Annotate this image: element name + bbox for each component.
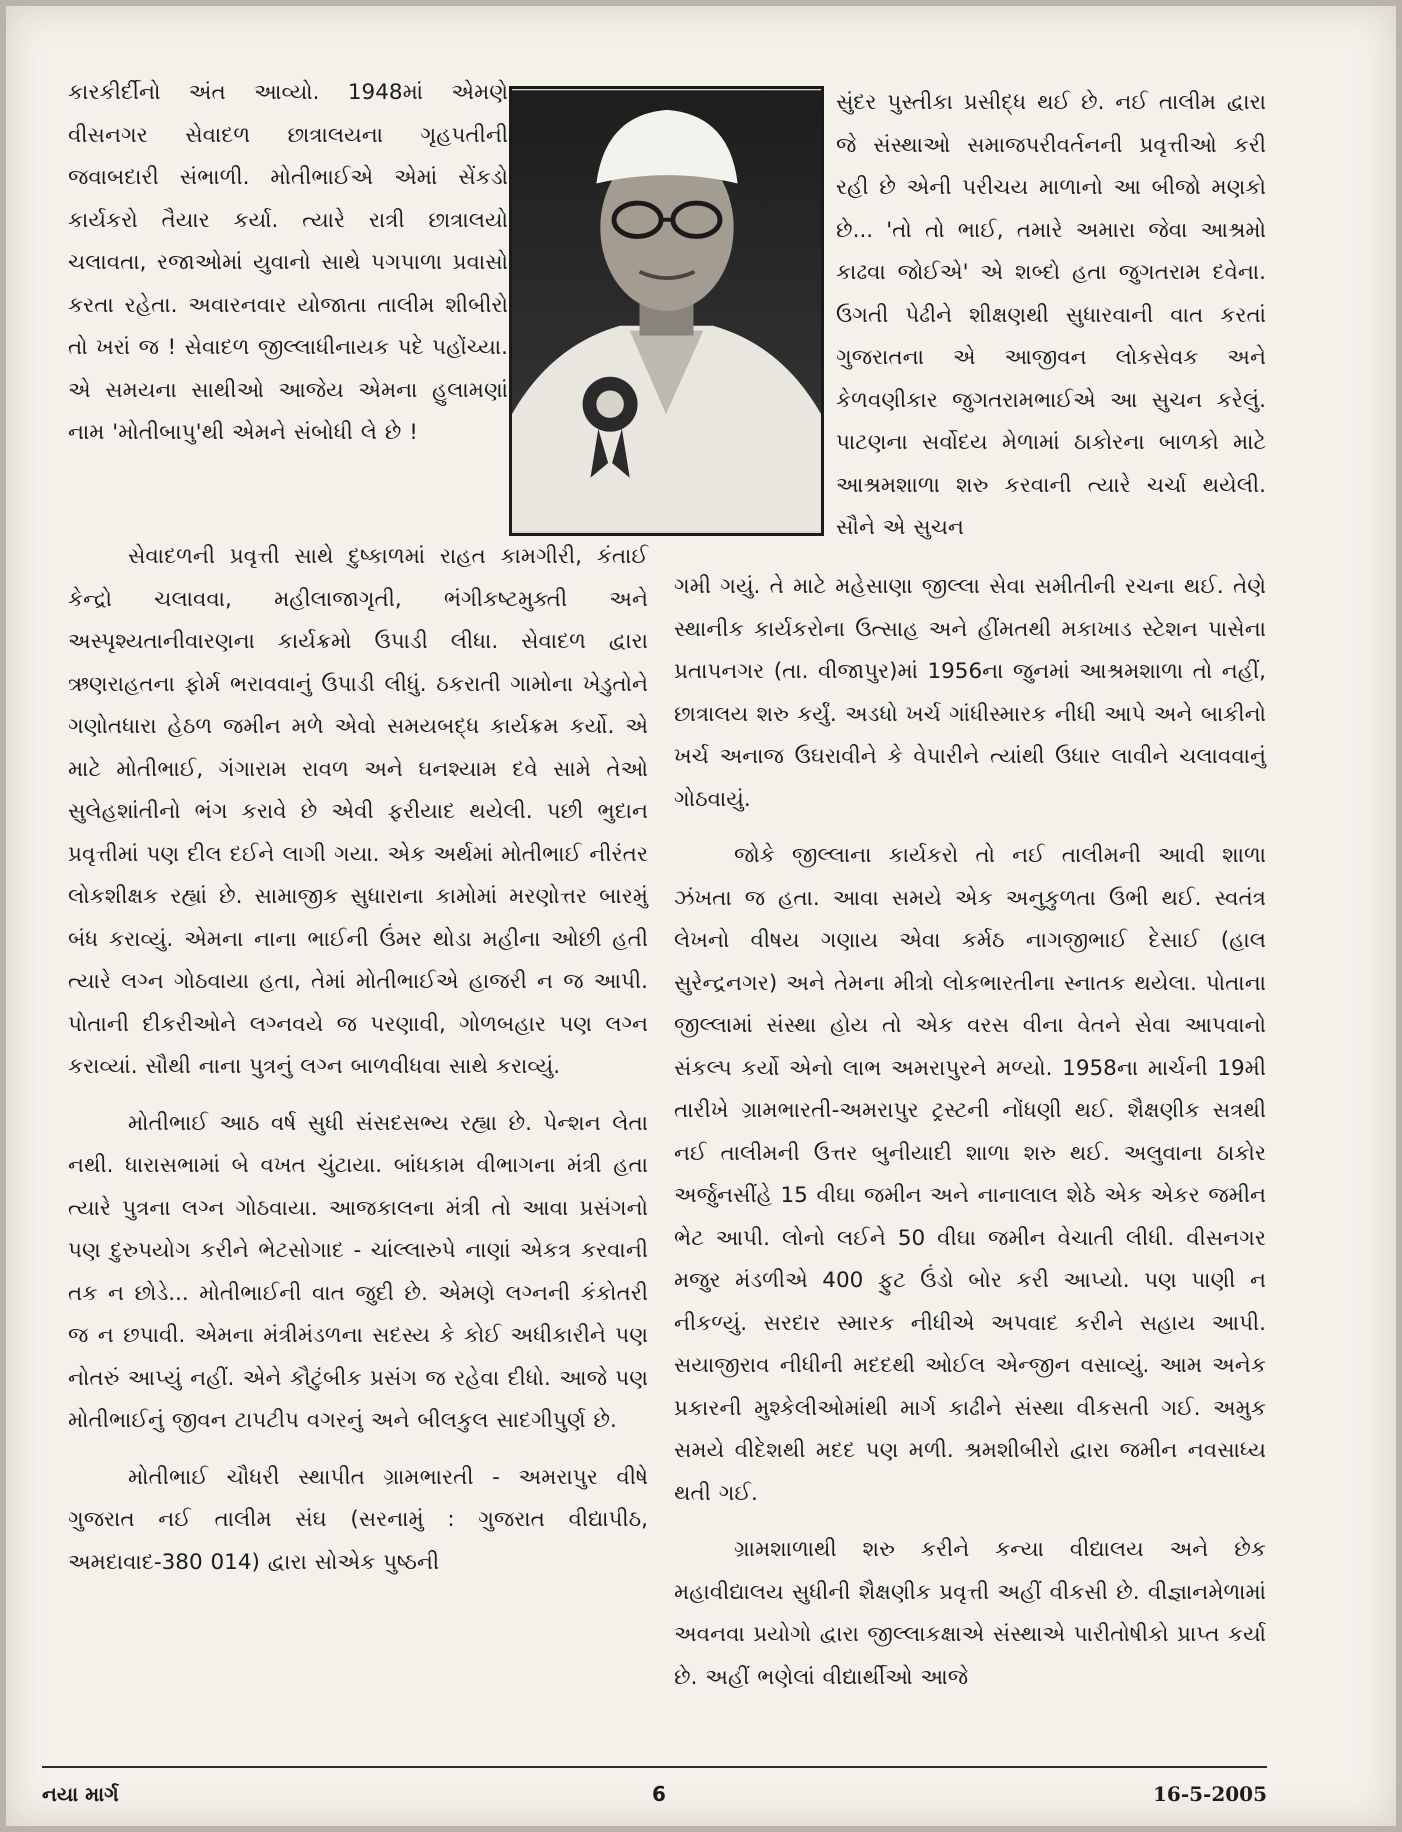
issue-date: 16-5-2005 [1152,1782,1267,1806]
left-paragraph-3 [68,1457,648,1585]
right-paragraph-2 [674,835,1266,1515]
right-paragraph-2-text: જોકે જીલ્લાના કાર્યકરો તો નઈ તાલીમની આવી શાળા ઝંખતા જ હતા. આવા સમયે એક અનુકુળતા ઉભી થઈ. સ્વતંત્ર લેખનો વીષય ગણાય એવા કર્મઠ નાગજીભાઈ દેસાઈ (હાલ સુરેન્દ્રનગર) અને તેમના મીત્રો લોકભારતીના સ્નાતક થયેલા. પોતાના જીલ્લામાં સંસ્થા હોય તો એક વરસ વીના વેતને સેવા આપવાનો સંકલ્પ કર્યો એનો લાભ અમરાપુરને મળ્યો. 1958ના માર્ચની 19મી તારીખે ગ્રામભારતી-અમરાપુર ટ્રસ્ટની નોંધણી થઈ. શૈક્ષણીક સત્રથી નઈ તાલીમની ઉત્તર બુનીયાદી શાળા શરુ થઈ. અલુવાના ઠાકોર અર્જુનસીંહે 15 વીઘા જમીન અને નાનાલાલ શેઠે એક એકર જમીન ભેટ આપી. લોનો લઈને 50 વીઘા જમીન વેચાતી લીધી. વીસનગર મજુર મંડળીએ 400 ફુટ ઉંડો બોર કરી આપ્યો. પણ પાણી ન નીકળ્યું. સરદાર સ્મારક નીધીએ અપવાદ કરીને સહાય આપી. સયાજીરાવ નીધીની મદદથી ઓઈલ એન્જીન વસાવ્યું. આમ અનેક પ્રકારની મુશ્કેલીઓમાંથી માર્ગ કાઢીને સંસ્થા વીકસતી ગઈ. અમુક સમયે વીદેશથી મદદ પણ મળી. શ્રમશીબીરો દ્વારા જમીન નવસાધ્ય થતી ગઈ. [674,843,1266,1506]
left-paragraph-1-text: સેવાદળની પ્રવૃત્તી સાથે દુષ્કાળમાં રાહત કામગીરી, કંતાઈ કેન્દ્રો ચલાવવા, મહીલાજાગૃતી, ભંગીકષ્ટમુક્તી અને અસ્પૃશ્યતાનીવારણના કાર્યક્રમો ઉપાડી લીધા. સેવાદળ દ્વારા ઋણરાહતના ફોર્મ ભરાવવાનું ઉપાડી લીધું. ઠકરાતી ગામોના ખેડુતોને ગણોતધારા હેઠળ જમીન મળે એવો સમયબદ્ધ કાર્યક્રમ કર્યો. એ માટે મોતીભાઈ, ગંગારામ રાવળ અને ઘનશ્યામ દવે સામે તેઓ સુલેહશાંતીનો ભંગ કરાવે છે એવી ફરીયાદ થયેલી. પછી ભુદાન પ્રવૃત્તીમાં પણ દીલ દઈને લાગી ગયા. એક અર્થમાં મોતીભાઈ નીરંતર લોકશીક્ષક રહ્યાં છે. સામાજીક સુધારાના કામોમાં મરણોત્તર બારમું બંધ કરાવ્યું. એમના નાના ભાઈની ઉંમર થોડા મહીના ઓછી હતી ત્યારે લગ્ન ગોઠવાયા હતા, તેમાં મોતીભાઈએ હાજરી ન જ આપી. પોતાની દીકરીઓને લગ્નવયે જ પરણાવી, ગોળબહાર પણ લગ્ન કરાવ્યાં. સૌથી નાના પુત્રનું લગ્ન બાળવીધવા સાથે કરાવ્યું. [68,544,648,1079]
page-number: 6 [652,1782,666,1806]
publication-name: નયા માર્ગ [42,1782,119,1806]
article-left-top-text: કારકીર્દીનો અંત આવ્યો. 1948માં એમણે વીસનગર સેવાદળ છાત્રાલયના ગૃહપતીની જવાબદારી સંભાળી. મોતીભાઈએ એમાં સેંકડો કાર્યકરો તૈયાર કર્યા. ત્યારે રાત્રી છાત્રાલયો ચલાવતા, રજાઓમાં યુવાનો સાથે પગપાળા પ્રવાસો કરતા રહેતા. અવારનવાર યોજાતા તાલીમ શીબીરો તો ખરાં જ ! સેવાદળ જીલ્લાધીનાયક પદે પહોંચ્યા. એ સમયના સાથીઓ આજેય એમના હુલામણાં નામ 'મોતીબાપુ'થી એમને સંબોધી લે છે ! [68,80,508,445]
left-paragraph-3-text: મોતીભાઈ ચૌધરી સ્થાપીત ગ્રામભારતી - અમરાપુર વીષે ગુજરાત નઈ તાલીમ સંઘ (સરનામું : ગુજરાત વીદ્યાપીઠ, અમદાવાદ-380 014) દ્વારા સોએક પુષ્ઠની [68,1464,648,1575]
article-right-column [674,566,1266,1699]
right-paragraph-1 [674,566,1266,821]
portrait-illustration [512,89,821,533]
article-right-top-text: સુંદર પુસ્તીકા પ્રસીદ્ધ થઈ છે. નઈ તાલીમ દ્વારા જે સંસ્થાઓ સમાજપરીવર્તનની પ્રવૃત્તીઓ કરી રહી છે એની પરીચય માળાનો આ બીજો મણકો છે... 'તો તો ભાઈ, તમારે અમારા જેવા આશ્રમો કાઢવા જોઈએ' એ શબ્દો હતા જુગતરામ દવેના. ઉગતી પેઢીને શીક્ષણથી સુધારવાની વાત કરતાં ગુજરાતના એ આજીવન લોકસેવક અને કેળવણીકાર જુગતરામભાઈએ આ સુચન કરેલું. પાટણના સર્વોદય મેળામાં ઠાકોરના બાળકો માટે આશ્રમશાળા શરુ કરવાની ત્યારે ચર્ચા થયેલી. સૌને એ સુચન [836,90,1266,540]
right-paragraph-3-text: ગ્રામશાળાથી શરુ કરીને કન્યા વીદ્યાલય અને છેક મહાવીદ્યાલય સુધીની શૈક્ષણીક પ્રવૃત્તી અહીં વીકસી છે. વીજ્ઞાનમેળામાં અવનવા પ્રયોગો દ્વારા જીલ્લાકક્ષાએ સંસ્થાએ પારીતોષીકો પ્રાપ્ત કર્યા છે. અહીં ભણેલાં વીદ્યાર્થીઓ આજે [674,1537,1266,1690]
newspaper-page [6,6,1396,1826]
left-paragraph-1 [68,536,648,1089]
right-paragraph-3 [674,1529,1266,1699]
left-paragraph-2 [68,1103,648,1443]
portrait-photo [509,86,824,536]
article-left-column [68,536,648,1584]
page-footer [42,1766,1267,1818]
right-paragraph-1-text: ગમી ગયું. તે માટે મહેસાણા જીલ્લા સેવા સમીતીની રચના થઈ. તેણે સ્થાનીક કાર્યકરોના ઉત્સાહ અને હીંમતથી મકાખાડ સ્ટેશન પાસેના પ્રતાપનગર (તા. વીજાપુર)માં 1956ના જુનમાં આશ્રમશાળા તો નહીં, છાત્રાલય શરુ કર્યું. અડધો ખર્ચ ગાંધીસ્મારક નીધી આપે અને બાકીનો ખર્ચ અનાજ ઉઘરાવીને કે વેપારીને ત્યાંથી ઉધાર લાવીને ચલાવવાનું ગોઠવાયું. [674,574,1266,812]
left-paragraph-2-text: મોતીભાઈ આઠ વર્ષ સુધી સંસદસભ્ય રહ્યા છે. પેન્શન લેતા નથી. ધારાસભામાં બે વખત ચુંટાયા. બાંધકામ વીભાગના મંત્રી હતા ત્યારે પુત્રના લગ્ન ગોઠવાયા. આજકાલના મંત્રી તો આવા પ્રસંગનો પણ દુરુપયોગ કરીને ભેટસોગાદ - ચાંલ્લારુપે નાણાં એકત્ર કરવાની તક ન છોડે... મોતીભાઈની વાત જુદી છે. એમણે લગ્નની કંકોતરી જ ન છપાવી. એમના મંત્રીમંડળના સદસ્ય કે કોઈ અધીકારીને પણ નોતરું આપ્યું નહીં. એને કૌટુંબીક પ્રસંગ જ રહેવા દીધો. આજે પણ મોતીભાઈનું જીવન ટાપટીપ વગરનું અને બીલકુલ સાદગીપુર્ણ છે. [68,1110,648,1433]
